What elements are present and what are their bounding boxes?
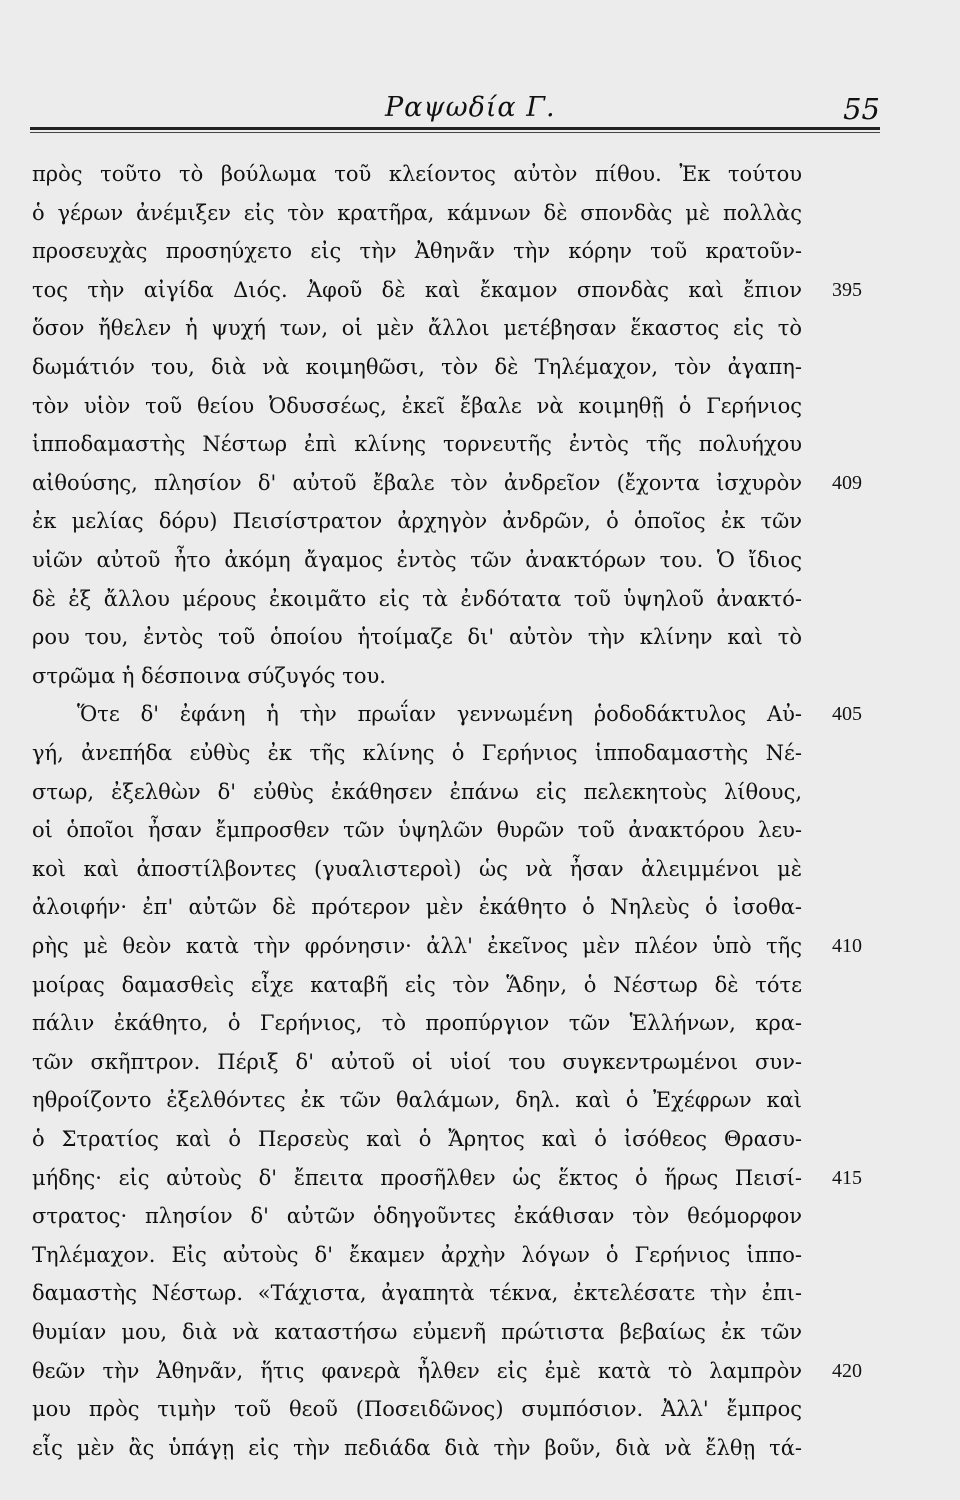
verse-number: 415	[832, 1166, 862, 1189]
text-line: τῶν σκῆπτρον. Πέριξ δ' αὐτοῦ οἱ υἱοί του συγκεντρωμένοι συν-	[32, 1049, 802, 1074]
text-line: θεῶν τὴν Ἀθηνᾶν, ἥτις φανερὰ ἦλθεν εἰς ἐμὲ κατὰ τὸ λαμπρὸν	[32, 1358, 802, 1383]
text-line: μου πρὸς τιμὴν τοῦ θεοῦ (Ποσειδῶνος) συμπόσιον. Ἀλλ' ἔμπρος	[32, 1397, 802, 1422]
text-line: δὲ ἐξ ἄλλου μέρους ἐκοιμᾶτο εἰς τὰ ἐνδότατα τοῦ ὑψηλοῦ ἀνακτό-	[32, 586, 802, 611]
header-rule-thick	[30, 127, 880, 130]
text-line: αἰθούσης, πλησίον δ' αὐτοῦ ἔβαλε τὸν ἀνδρεῖον (ἔχοντα ἰσχυρὸν	[32, 470, 802, 495]
text-line: Τηλέμαχον. Εἰς αὐτοὺς δ' ἔκαμεν ἀρχὴν λόγων ὁ Γερήνιος ἱππο-	[32, 1242, 802, 1267]
verse-number: 410	[832, 935, 862, 957]
text-line: θυμίαν μου, διὰ νὰ καταστήσω εὐμενῆ πρώτιστα βεβαίως ἐκ τῶν	[32, 1320, 802, 1344]
text-line: ρὴς μὲ θεὸν κατὰ τὴν φρόνησιν· ἀλλ' ἐκεῖνος μὲν πλέον ὑπὸ τῆς	[32, 934, 802, 958]
text-line: μήδης· εἰς αὐτοὺς δ' ἔπειτα προσῆλθεν ὡς ἕκτος ὁ ἥρως Πεισί-	[32, 1165, 802, 1190]
text-line: τὸν υἱὸν τοῦ θείου Ὀδυσσέως, ἐκεῖ ἔβαλε νὰ κοιμηθῇ ὁ Γερήνιος	[32, 393, 802, 418]
text-line: ρου του, ἐντὸς τοῦ ὁποίου ἡτοίμαζε δι' αὐτὸν τὴν κλίνην καὶ τὸ	[32, 625, 802, 650]
verse-number: 409	[832, 471, 862, 494]
text-line: δαμαστὴς Νέστωρ. «Τάχιστα, ἀγαπητὰ τέκνα, ἐκτελέσατε τὴν ἐπι-	[32, 1281, 802, 1306]
text-line: εἷς μὲν ἂς ὑπάγῃ εἰς τὴν πεδιάδα διὰ τὴν βοῦν, διὰ νὰ ἔλθῃ τά-	[32, 1435, 802, 1460]
page-header	[30, 92, 880, 132]
text-line: γή, ἀνεπήδα εὐθὺς ἐκ τῆς κλίνης ὁ Γερήνιος ἱπποδαμαστὴς Νέ-	[32, 741, 802, 765]
verse-number: 405	[832, 703, 862, 726]
verse-number: 395	[832, 278, 862, 301]
text-line: στωρ, ἐξελθὼν δ' εὐθὺς ἐκάθησεν ἐπάνω εἰς πελεκητοὺς λίθους,	[32, 779, 802, 804]
verse-number: 420	[832, 1359, 862, 1382]
text-line: ὅσον ἤθελεν ἡ ψυχή των, οἱ μὲν ἄλλοι μετέβησαν ἕκαστος εἰς τὸ	[32, 316, 802, 341]
header-rule-thin	[30, 132, 880, 133]
text-line: στρῶμα ἡ δέσποινα σύζυγός του.	[32, 663, 386, 688]
text-line: κοὶ καὶ ἀποστίλβοντες (γυαλιστεροὶ) ὡς νὰ ἦσαν ἀλειμμένοι μὲ	[32, 856, 802, 881]
text-line: Ὅτε δ' ἐφάνη ἡ τὴν πρωΐαν γεννωμένη ῥοδοδάκτυλος Αὐ-	[77, 702, 802, 727]
text-line: τος τὴν αἰγίδα Διός. Ἀφοῦ δὲ καὶ ἔκαμον σπονδὰς καὶ ἔπιον	[32, 277, 802, 302]
text-line: ἱπποδαμαστὴς Νέστωρ ἐπὶ κλίνης τορνευτῆς ἐντὸς τῆς πολυήχου	[32, 432, 802, 457]
text-line: δωμάτιόν του, διὰ νὰ κοιμηθῶσι, τὸν δὲ Τηλέμαχον, τὸν ἀγαπη-	[32, 355, 802, 379]
text-line: ὁ γέρων ἀνέμιξεν εἰς τὸν κρατῆρα, κάμνων δὲ σπονδὰς μὲ πολλὰς	[32, 200, 802, 225]
text-line: ηθροίζοντο ἐξελθόντες ἐκ τῶν θαλάμων, δηλ. καὶ ὁ Ἐχέφρων καὶ	[32, 1088, 802, 1113]
text-line: πρὸς τοῦτο τὸ βούλωμα τοῦ κλείοντος αὐτὸν πίθου. Ἐκ τούτου	[32, 162, 802, 186]
text-line: οἱ ὁποῖοι ἦσαν ἔμπροσθεν τῶν ὑψηλῶν θυρῶν τοῦ ἀνακτόρου λευ-	[32, 818, 802, 843]
text-line: υἱῶν αὐτοῦ ἦτο ἀκόμη ἄγαμος ἐντὸς τῶν ἀνακτόρων του. Ὁ ἴδιος	[32, 548, 802, 572]
page-number: 55	[843, 92, 880, 126]
text-line: ὁ Στρατίος καὶ ὁ Περσεὺς καὶ ὁ Ἄρητος καὶ ὁ ἰσόθεος Θρασυ-	[32, 1127, 802, 1151]
text-line: προσευχὰς προσηύχετο εἰς τὴν Ἀθηνᾶν τὴν κόρην τοῦ κρατοῦν-	[32, 239, 802, 264]
text-line: πάλιν ἐκάθητο, ὁ Γερήνιος, τὸ προπύργιον τῶν Ἑλλήνων, κρα-	[32, 1011, 802, 1036]
text-line: ἀλοιφήν· ἐπ' αὐτῶν δὲ πρότερον μὲν ἐκάθητο ὁ Νηλεὺς ὁ ἰσοθα-	[32, 895, 802, 920]
text-line: μοίρας δαμασθεὶς εἶχε καταβῆ εἰς τὸν Ἅδην, ὁ Νέστωρ δὲ τότε	[32, 972, 802, 997]
running-title: Ραψωδία Γ.	[385, 92, 556, 123]
text-line: στρατος· πλησίον δ' αὐτῶν ὁδηγοῦντες ἐκάθισαν τὸν θεόμορφον	[32, 1204, 802, 1229]
text-line: ἐκ μελίας δόρυ) Πεισίστρατον ἀρχηγὸν ἀνδρῶν, ὁ ὁποῖος ἐκ τῶν	[32, 509, 802, 534]
